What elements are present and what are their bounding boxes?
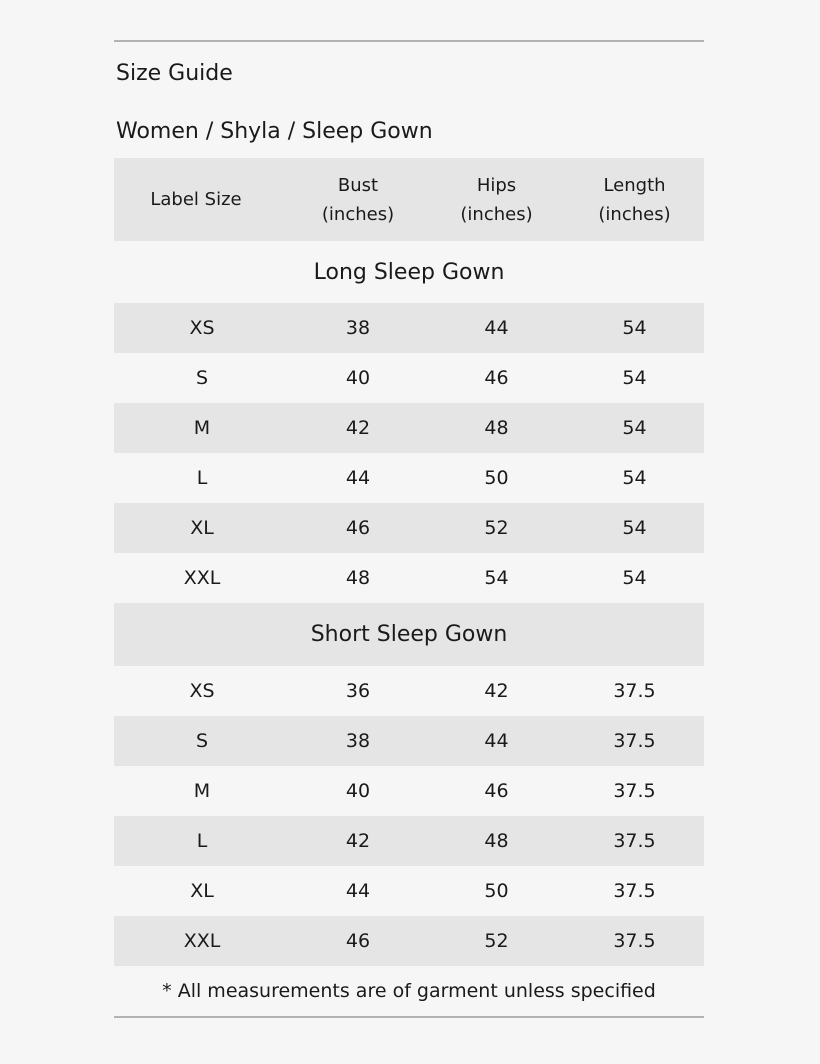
cell-size: S: [195, 367, 209, 389]
cell-length: 37.5: [613, 680, 656, 702]
cell-bust: 36: [345, 680, 371, 702]
header-length: Length (inches): [565, 158, 704, 241]
cell-bust: 40: [345, 780, 371, 802]
cell-hips: 54: [484, 567, 509, 589]
table-row: [114, 816, 704, 866]
cell-length: 54: [565, 403, 704, 453]
bottom-divider: [114, 1016, 704, 1018]
section-header-row: [114, 241, 704, 303]
table-row: [114, 503, 704, 553]
cell-bust: 44: [345, 880, 371, 902]
cell-bust: 46: [288, 503, 428, 553]
table-row: [114, 403, 704, 453]
cell-bust: 42: [288, 403, 428, 453]
cell-size: XXL: [183, 567, 221, 589]
cell-size: XS: [114, 303, 288, 353]
cell-bust: 46: [288, 916, 428, 966]
table-row: [114, 716, 704, 766]
cell-length: 37.5: [613, 780, 656, 802]
cell-bust: 42: [288, 816, 428, 866]
cell-size: XL: [190, 880, 214, 902]
table-row: [114, 453, 704, 503]
breadcrumb: Women / Shyla / Sleep Gown: [116, 119, 433, 144]
table-row: [114, 916, 704, 966]
section-title: Long Sleep Gown: [313, 259, 505, 285]
cell-hips: 42: [484, 680, 509, 702]
cell-length: 54: [622, 567, 647, 589]
cell-hips: 48: [428, 403, 565, 453]
table-row: [114, 666, 704, 716]
cell-length: 37.5: [613, 880, 656, 902]
table-header-row: [114, 158, 704, 241]
table-row: [114, 303, 704, 353]
cell-length: 54: [565, 503, 704, 553]
top-divider: [114, 40, 704, 42]
section-header-row: [114, 603, 704, 666]
cell-hips: 46: [484, 367, 509, 389]
section-title: Short Sleep Gown: [114, 603, 704, 666]
header-bust: Bust (inches): [288, 158, 428, 241]
cell-length: 37.5: [565, 816, 704, 866]
cell-hips: 48: [428, 816, 565, 866]
cell-length: 37.5: [565, 716, 704, 766]
cell-size: M: [193, 780, 211, 802]
cell-size: L: [196, 467, 208, 489]
size-table: [114, 158, 704, 966]
cell-length: 54: [565, 303, 704, 353]
cell-size: XXL: [114, 916, 288, 966]
footnote: * All measurements are of garment unless specified: [162, 980, 656, 1002]
cell-hips: 52: [428, 503, 565, 553]
cell-size: L: [114, 816, 288, 866]
cell-bust: 38: [288, 303, 428, 353]
cell-size: XS: [189, 680, 215, 702]
cell-bust: 40: [345, 367, 371, 389]
cell-length: 54: [622, 467, 647, 489]
cell-length: 37.5: [565, 916, 704, 966]
cell-size: M: [114, 403, 288, 453]
cell-hips: 44: [428, 716, 565, 766]
table-row: [114, 866, 704, 916]
cell-hips: 52: [428, 916, 565, 966]
cell-hips: 50: [484, 880, 509, 902]
cell-bust: 48: [345, 567, 371, 589]
cell-hips: 50: [484, 467, 509, 489]
table-row: [114, 353, 704, 403]
cell-bust: 38: [288, 716, 428, 766]
guide-title: Size Guide: [116, 61, 233, 86]
header-label-size: Label Size: [114, 158, 288, 241]
cell-hips: 46: [484, 780, 509, 802]
header-hips: Hips (inches): [428, 158, 565, 241]
cell-bust: 44: [345, 467, 371, 489]
cell-hips: 44: [428, 303, 565, 353]
table-body: [114, 241, 704, 966]
table-row: [114, 766, 704, 816]
cell-length: 54: [622, 367, 647, 389]
cell-size: S: [114, 716, 288, 766]
cell-size: XL: [114, 503, 288, 553]
table-row: [114, 553, 704, 603]
